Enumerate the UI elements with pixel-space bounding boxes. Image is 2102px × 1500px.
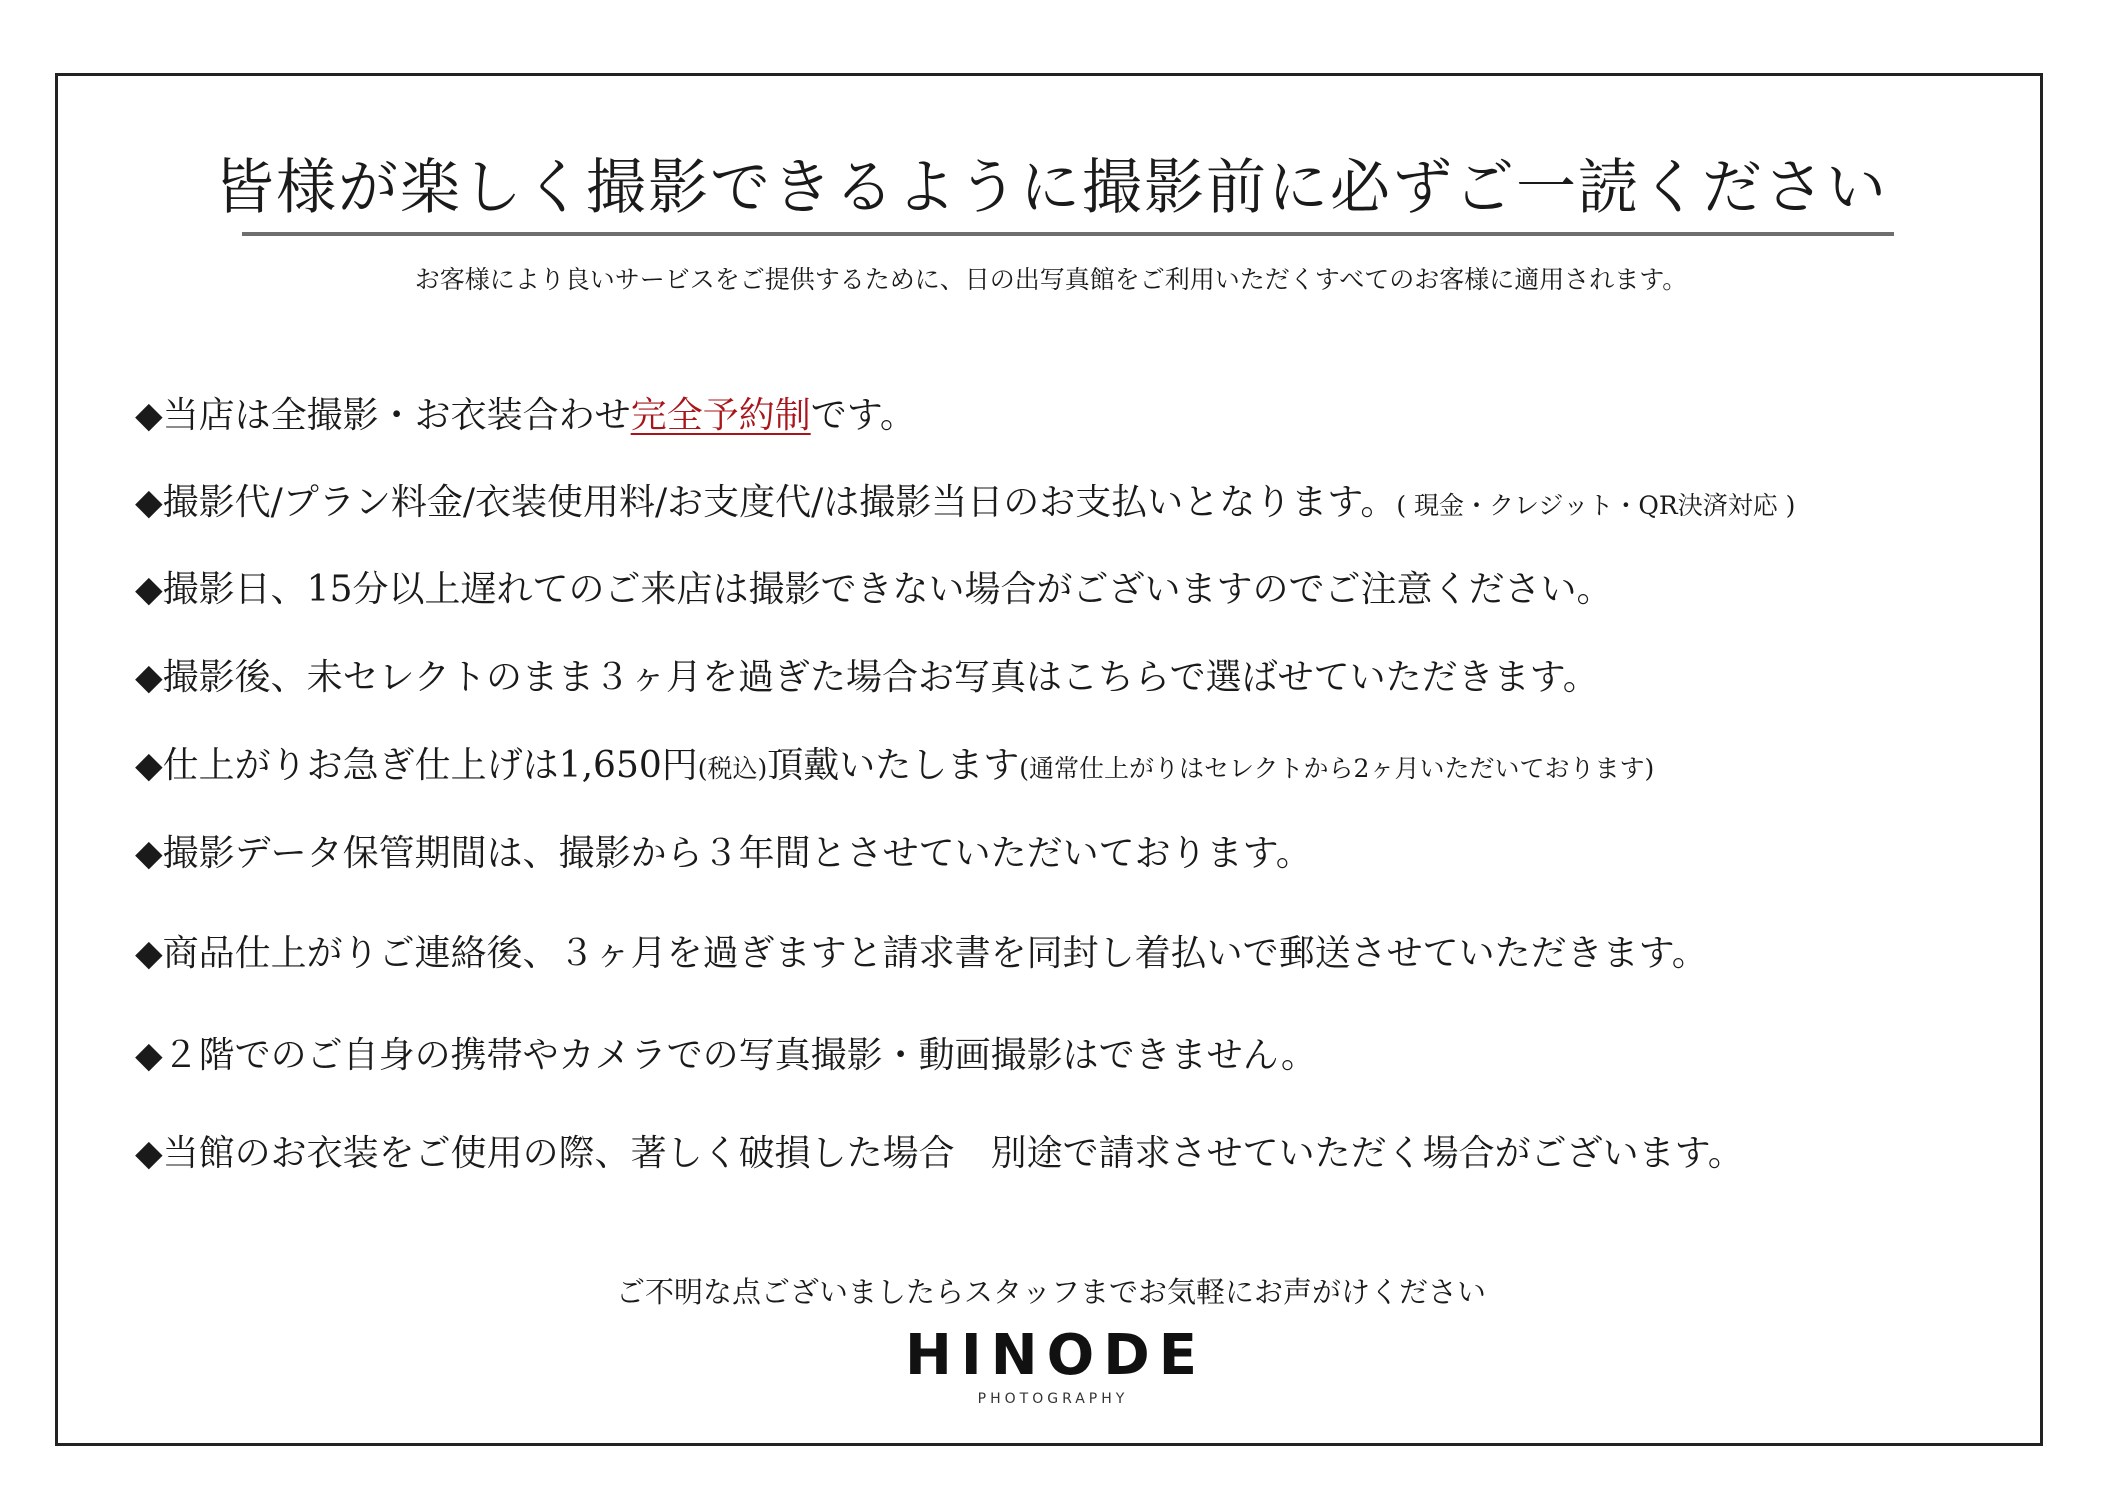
- title-underline: [242, 232, 1894, 236]
- rule-express-finish-text2: 頂戴いたします: [767, 745, 1020, 786]
- rule-data-retention: [135, 830, 1312, 878]
- logo-name: HINODE: [905, 1323, 1206, 1388]
- rule-payment: [135, 479, 1795, 530]
- rule-late-arrival-text: ◆撮影日、15分以上遅れてのご来店は撮影できない場合がございますのでご注意ください。: [135, 569, 1613, 610]
- rule-payment-note: ( 現金・クレジット・QR決済対応 ): [1396, 491, 1796, 520]
- rule-no-photography-text: ◆２階でのご自身の携帯やカメラでの写真撮影・動画撮影はできません。: [135, 1035, 1317, 1076]
- rule-express-finish-note: (通常仕上がりはセレクトから2ヶ月いただいております): [1019, 754, 1655, 783]
- rule-data-retention-text: ◆撮影データ保管期間は、撮影から３年間とさせていただいております。: [135, 833, 1312, 874]
- rule-express-finish-tax: (税込): [697, 754, 768, 783]
- rule-express-finish-text: ◆仕上がりお急ぎ仕上げは1,650円: [135, 745, 698, 786]
- rule-billing-text: ◆商品仕上がりご連絡後、３ヶ月を過ぎますと請求書を同封し着払いで郵送させていただきます。: [135, 933, 1708, 974]
- rule-reservation-text: ◆当店は全撮影・お衣装合わせ: [135, 395, 631, 436]
- rule-reservation-suffix: です。: [810, 395, 916, 436]
- closing-message: ご不明な点ございましたらスタッフまでお気軽にお声がけください: [615, 1275, 1486, 1309]
- page-title: 皆様が楽しく撮影できるように撮影前に必ずご一読ください: [214, 153, 1888, 223]
- rule-billing: [135, 930, 1708, 978]
- rule-selection-deadline-text: ◆撮影後、未セレクトのまま３ヶ月を過ぎた場合お写真はこちらで選ばせていただきます。: [135, 657, 1599, 698]
- rule-express-finish: [135, 742, 1654, 793]
- hinode-logo: [0, 1325, 2102, 1409]
- rule-costume-damage-text: ◆当館のお衣装をご使用の際、著しく破損した場合 別途で請求させていただく場合がございます。: [135, 1133, 1744, 1174]
- page-subtitle: お客様により良いサービスをご提供するために、日の出写真館をご利用いただくすべてのお客様に適用されます。: [414, 265, 1688, 294]
- rule-payment-text: ◆撮影代/プラン料金/衣装使用料/お支度代/は撮影当日のお支払いとなります。: [135, 482, 1397, 523]
- rule-costume-damage: [135, 1130, 1744, 1178]
- logo-tagline: PHOTOGRAPHY: [977, 1391, 1129, 1407]
- rule-late-arrival: [135, 566, 1613, 614]
- rule-reservation: [135, 392, 916, 440]
- rule-selection-deadline: [135, 654, 1599, 702]
- rule-reservation-highlight: 完全予約制: [630, 395, 811, 436]
- rule-no-photography: [135, 1032, 1317, 1080]
